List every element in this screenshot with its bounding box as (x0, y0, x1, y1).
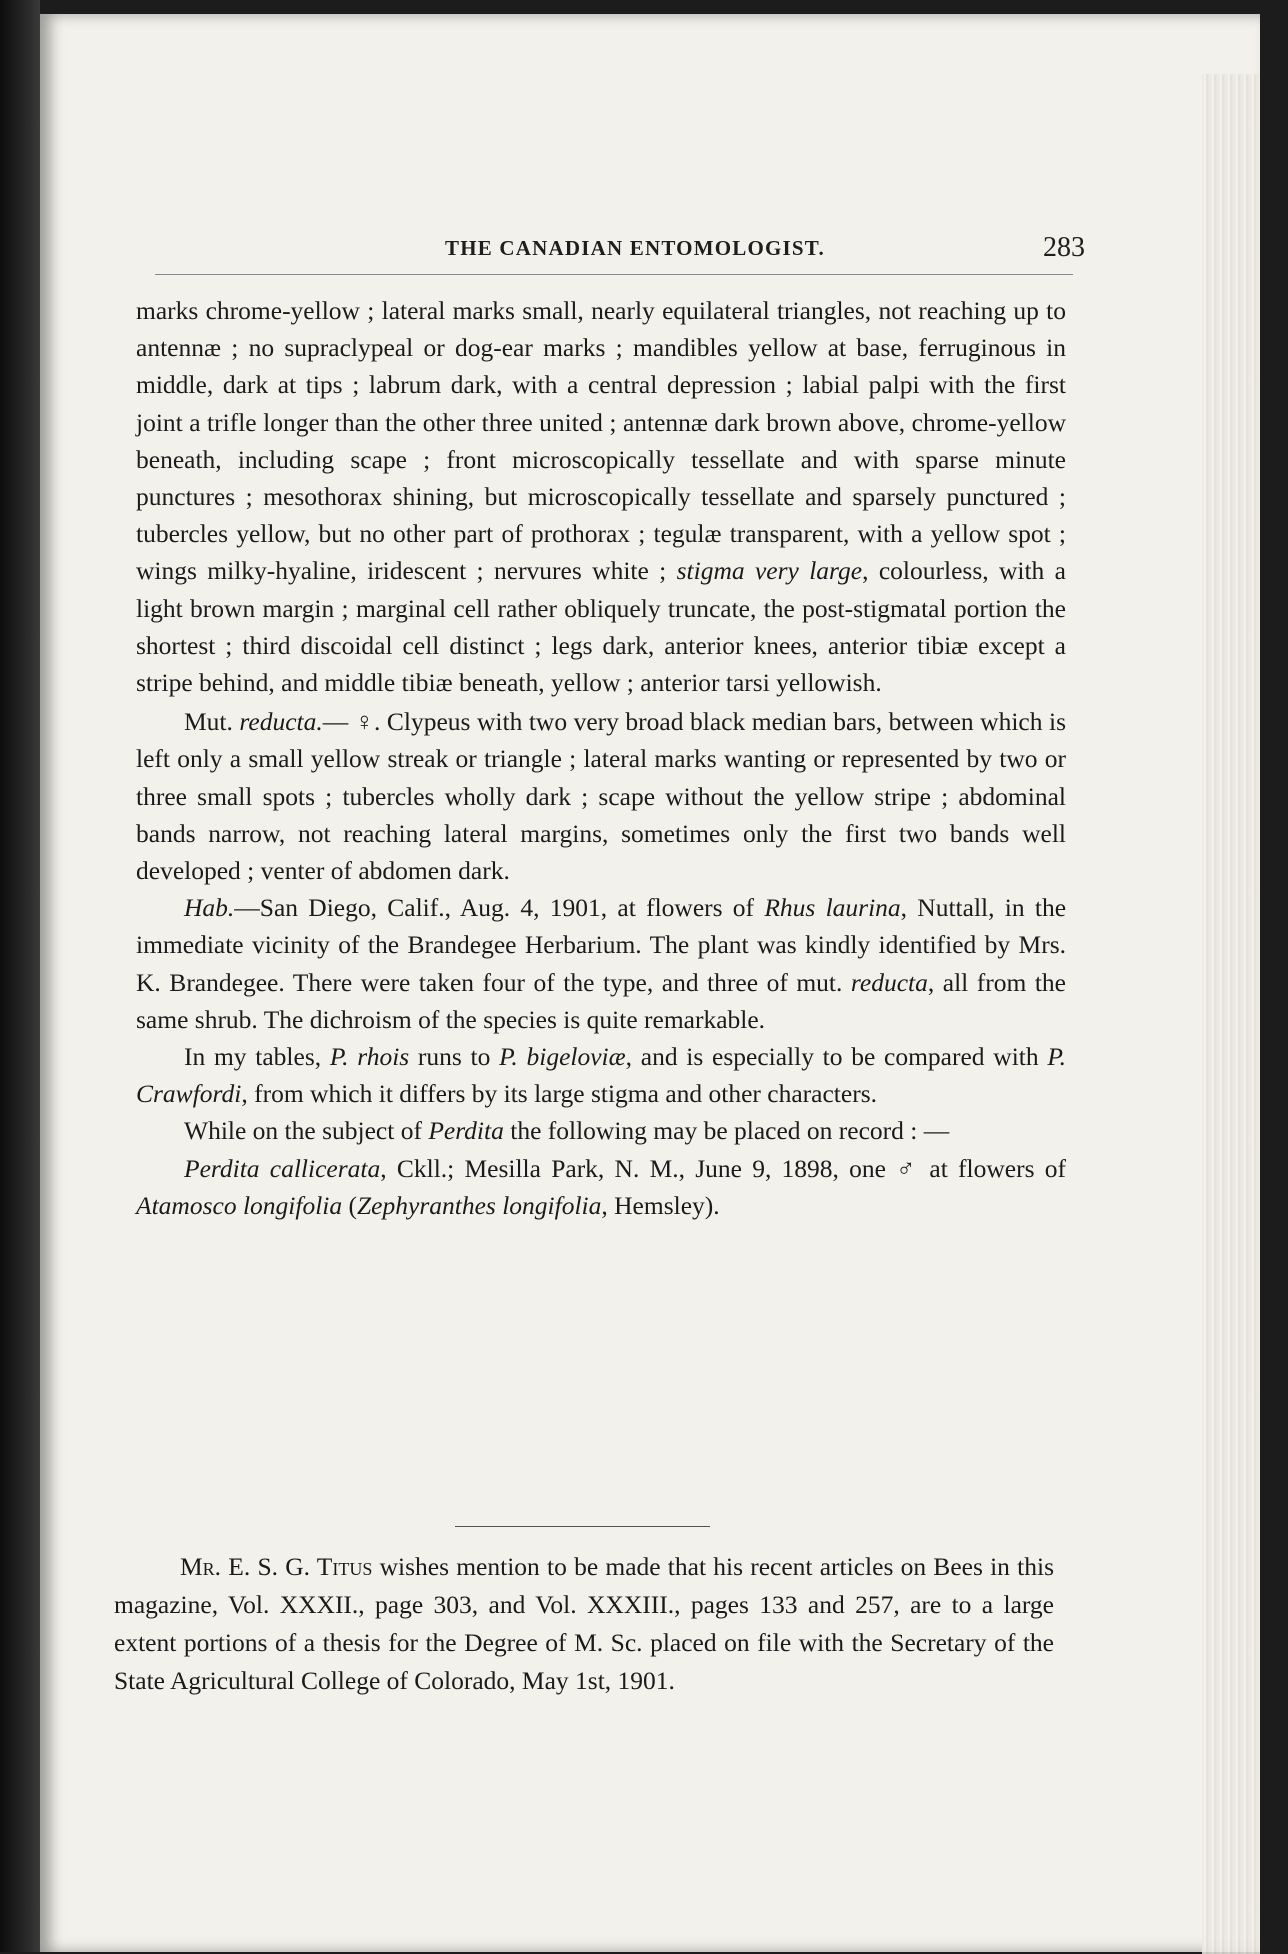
running-header (155, 232, 1085, 272)
paragraph-habitat: Hab.—San Diego, Calif., Aug. 4, 1901, at flowers of Rhus laurina, Nuttall, in the immediate vicinity of the Brandegee Herbarium. The plant was kindly identified by Mrs. K. Brandegee. There were taken four of the type, and three of mut. reducta, all from the same shrub. The dichroism of the species is quite remarkable. (136, 893, 1067, 1034)
paragraph-perdita-callicerata: Perdita callicerata, Ckll.; Mesilla Park, N. M., June 9, 1898, one ♂ at flowers of Atamosco longifolia (Zephyranthes longifolia, Hemsley). (136, 1153, 1066, 1220)
titus-note (114, 1548, 1054, 1700)
running-title: THE CANADIAN ENTOMOLOGIST. (445, 236, 825, 260)
header-rule (155, 274, 1073, 275)
page-number: 283 (1043, 232, 1085, 263)
paragraph-perdita-record: While on the subject of Perdita the following may be placed on record : — (184, 1116, 950, 1146)
titus-note-paragraph: Mr. E. S. G. Titus wishes mention to be made that his recent articles on Bees in this magazine, Vol. XXXII., page 303, and Vol. XXXIII., pages 133 and 257, are to a large extent portions of a thesis for the Degree of M. Sc. placed on file with the Secretary of the State Agricultural College of Colorado, May 1st, 1901. (114, 1552, 1054, 1695)
main-text (136, 292, 1066, 1224)
page-stack-edge (1202, 74, 1260, 1954)
book-binding-edge (0, 0, 40, 1952)
section-separator (455, 1526, 710, 1527)
paragraph-description-continued: marks chrome-yellow ; lateral marks small, nearly equilateral triangles, not reaching up to antennæ ; no supraclypeal or dog-ear marks ; mandibles yellow at base, ferruginous in middle, dark at tips ; labrum dark, with a central depression ; labial palpi with the first joint a trifle longer than the other three united ; antennæ dark brown above, chrome-yellow beneath, including scape ; front microscopically tessellate and with sparse minute punctures ; mesothorax shining, but microscopically tessellate and sparsely punctured ; tubercles yellow, but no other part of prothorax ; tegulæ transparent, with a yellow spot ; wings milky-hyaline, iridescent ; nervures white ; stigma very large, colourless, with a light brown margin ; marginal cell rather obliquely truncate, the post-stigmatal portion the shortest ; third discoidal cell distinct ; legs dark, anterior knees, anterior tibiæ except a stripe behind, and middle tibiæ beneath, yellow ; anterior tarsi yellowish. (136, 296, 1066, 698)
paragraph-tables: In my tables, P. rhois runs to P. bigeloviæ, and is especially to be compared with P. Crawfordi, from which it differs by its large stigma and other characters. (136, 1042, 1066, 1109)
paragraph-mut-reducta: Mut. reducta.— ♀. Clypeus with two very broad black median bars, between which is left only a small yellow streak or triangle ; lateral marks wanting or represented by two or three small spots ; tubercles wholly dark ; scape without the yellow stripe ; abdominal bands narrow, not reaching lateral margins, sometimes only the first two bands well developed ; venter of abdomen dark. (136, 707, 1066, 886)
